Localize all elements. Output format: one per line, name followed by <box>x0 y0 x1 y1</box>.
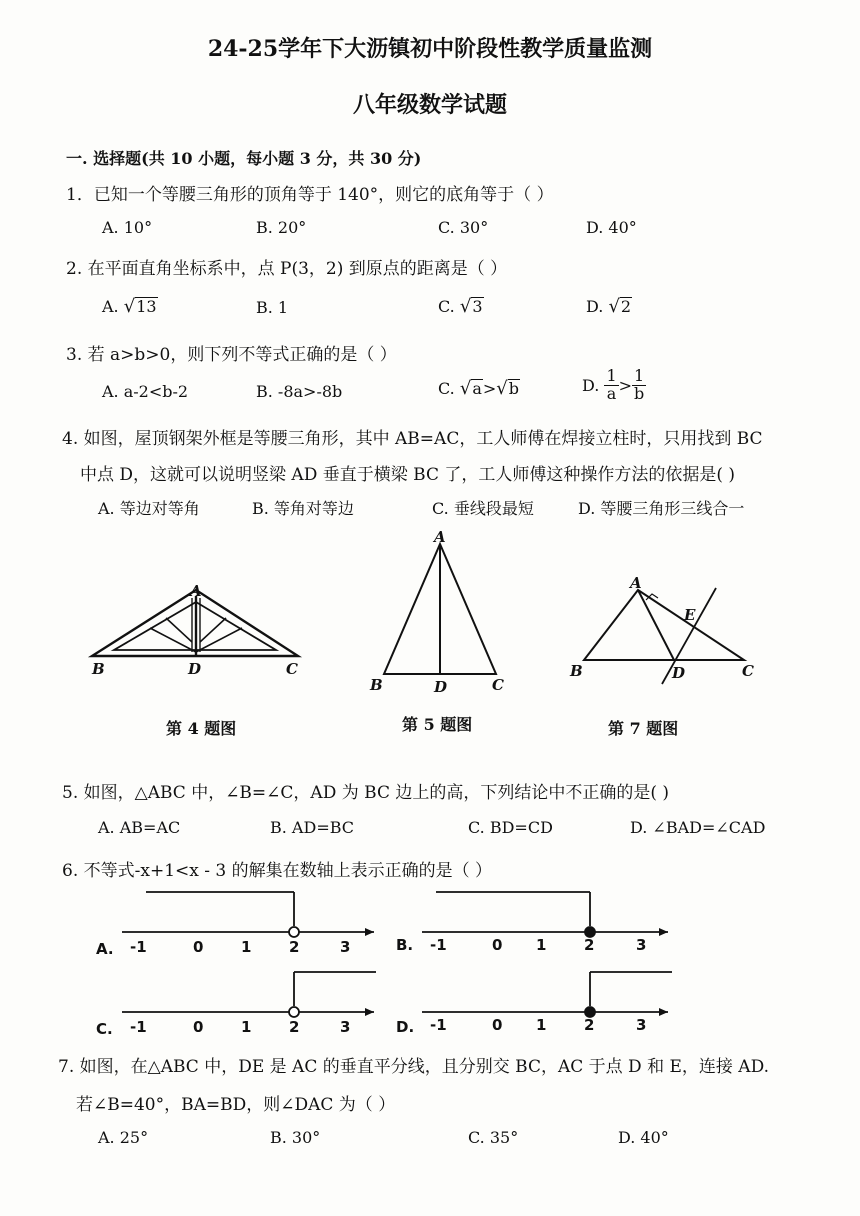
svg-text:1: 1 <box>241 1018 252 1036</box>
fig7-label-c: C <box>742 662 754 680</box>
number-line-d <box>396 966 686 1046</box>
page-subtitle: 八年级数学试题 <box>352 92 507 118</box>
svg-text:0: 0 <box>492 1016 503 1034</box>
q2-option-b: B. 1 <box>256 298 289 317</box>
section-heading: 一. 选择题(共 10 小题，每小题 3 分，共 30 分) <box>66 149 422 168</box>
svg-text:1: 1 <box>536 1016 547 1034</box>
svg-text:2: 2 <box>289 938 300 956</box>
svg-text:0: 0 <box>193 1018 204 1036</box>
question-7-stem-line1: 7. 如图，在△ABC 中，DE 是 AC 的垂直平分线，且分别交 BC，AC 于点 D 和 E，连接 AD. <box>58 1057 769 1077</box>
fig5-label-a: A <box>434 528 446 546</box>
question-7-stem-line2: 若∠B=40°，BA=BD，则∠DAC 为（ ） <box>76 1095 396 1115</box>
number-line-b <box>396 886 686 966</box>
q5-option-a: A. AB=AC <box>98 818 181 837</box>
fig5-label-d: D <box>434 678 448 696</box>
svg-text:-1: -1 <box>130 938 147 956</box>
svg-text:1: 1 <box>536 936 547 954</box>
fig7-label-a: A <box>630 574 642 592</box>
q1-option-a: A. 10° <box>102 218 153 237</box>
fig7-label-e: E <box>684 606 696 624</box>
q4-option-c: C. 垂线段最短 <box>432 499 534 518</box>
figure-4-caption: 第 4 题图 <box>166 719 237 738</box>
fig7-label-d: D <box>672 664 686 682</box>
svg-text:2: 2 <box>584 936 595 954</box>
question-4-stem-line2: 中点 D，这就可以说明竖梁 AD 垂直于横梁 BC 了，工人师傅这种操作方法的依据是( ) <box>80 465 736 485</box>
nl-d-label: D. <box>396 1018 415 1036</box>
q3-fraction-right: $\frac{1}{b}$ <box>634 366 645 403</box>
q2-option-d: D. √2 <box>586 296 632 317</box>
figure-4-truss <box>80 580 310 690</box>
nl-b-label: B. <box>396 936 414 954</box>
svg-text:3: 3 <box>340 1018 351 1036</box>
q3-option-d: D. $\frac{1}{a}$ > $\frac{1}{b}$ <box>582 366 645 403</box>
q1-option-d: D. 40° <box>586 218 637 237</box>
fig5-label-b: B <box>370 676 383 694</box>
svg-text:-1: -1 <box>130 1018 147 1036</box>
svg-text:3: 3 <box>636 1016 647 1034</box>
q1-option-c: C. 30° <box>438 218 489 237</box>
figure-7-caption: 第 7 题图 <box>608 719 679 738</box>
q5-option-c: C. BD=CD <box>468 818 553 837</box>
q2-radicand-d: 2 <box>620 297 632 316</box>
figure-5-triangle <box>364 530 524 700</box>
q3-option-a: A. a-2<b-2 <box>102 382 189 401</box>
q7-option-b: B. 30° <box>270 1128 321 1147</box>
question-6-stem: 6. 不等式-x+1<x - 3 的解集在数轴上表示正确的是（ ） <box>62 861 493 881</box>
svg-text:0: 0 <box>492 936 503 954</box>
q4-option-b: B. 等角对等边 <box>252 499 354 518</box>
q7-option-c: C. 35° <box>468 1128 519 1147</box>
q3-option-c: C. √a>√b <box>438 378 520 399</box>
q2-radicand-c: 3 <box>472 297 483 316</box>
q4-option-a: A. 等边对等角 <box>98 499 200 518</box>
fig7-label-b: B <box>570 662 583 680</box>
q7-option-a: A. 25° <box>98 1128 149 1147</box>
question-2-stem: 2. 在平面直角坐标系中，点 P(3，2) 到原点的距离是（ ） <box>66 259 508 279</box>
q5-option-d: D. ∠BAD=∠CAD <box>630 818 766 837</box>
q7-option-d: D. 40° <box>618 1128 669 1147</box>
q2-option-c: C. √3 <box>438 296 483 317</box>
page-title: 24-25学年下大沥镇初中阶段性教学质量监测 <box>207 36 653 62</box>
number-line-c <box>96 966 386 1046</box>
question-4-stem-line1: 4. 如图，屋顶钢架外框是等腰三角形，其中 AB=AC，工人师傅在焊接立柱时，只用找到 BC <box>62 429 763 449</box>
svg-text:-1: -1 <box>430 1016 447 1034</box>
nl-a-label: A. <box>96 940 114 958</box>
svg-text:3: 3 <box>636 936 647 954</box>
svg-text:0: 0 <box>193 938 204 956</box>
fig4-label-b: B <box>92 660 105 678</box>
fig4-label-d: D <box>188 660 202 678</box>
q3-fraction-left: $\frac{1}{a}$ <box>606 366 617 403</box>
svg-text:-1: -1 <box>430 936 447 954</box>
q5-option-b: B. AD=BC <box>270 818 355 837</box>
q3-option-b: B. -8a>-8b <box>256 382 343 401</box>
figure-5-caption: 第 5 题图 <box>402 715 473 734</box>
q2-radicand-a: 13 <box>136 297 157 316</box>
svg-text:3: 3 <box>340 938 351 956</box>
fig4-label-c: C <box>286 660 298 678</box>
svg-text:2: 2 <box>584 1016 595 1034</box>
q1-option-b: B. 20° <box>256 218 307 237</box>
svg-text:2: 2 <box>289 1018 300 1036</box>
q4-option-d: D. 等腰三角形三线合一 <box>578 499 745 518</box>
fig5-label-c: C <box>492 676 504 694</box>
nl-c-label: C. <box>96 1020 113 1038</box>
question-5-stem: 5. 如图，△ABC 中，∠B=∠C，AD 为 BC 边上的高，下列结论中不正确的是( ) <box>62 783 670 803</box>
question-3-stem: 3. 若 a>b>0，则下列不等式正确的是（ ） <box>66 345 397 365</box>
question-1-stem: 1．已知一个等腰三角形的顶角等于 140°，则它的底角等于（ ） <box>66 185 554 205</box>
svg-text:1: 1 <box>241 938 252 956</box>
q2-option-a: A. √13 <box>102 296 157 317</box>
figure-7-triangle <box>566 572 766 692</box>
number-line-a <box>96 886 386 966</box>
fig4-label-a: A <box>190 582 202 600</box>
